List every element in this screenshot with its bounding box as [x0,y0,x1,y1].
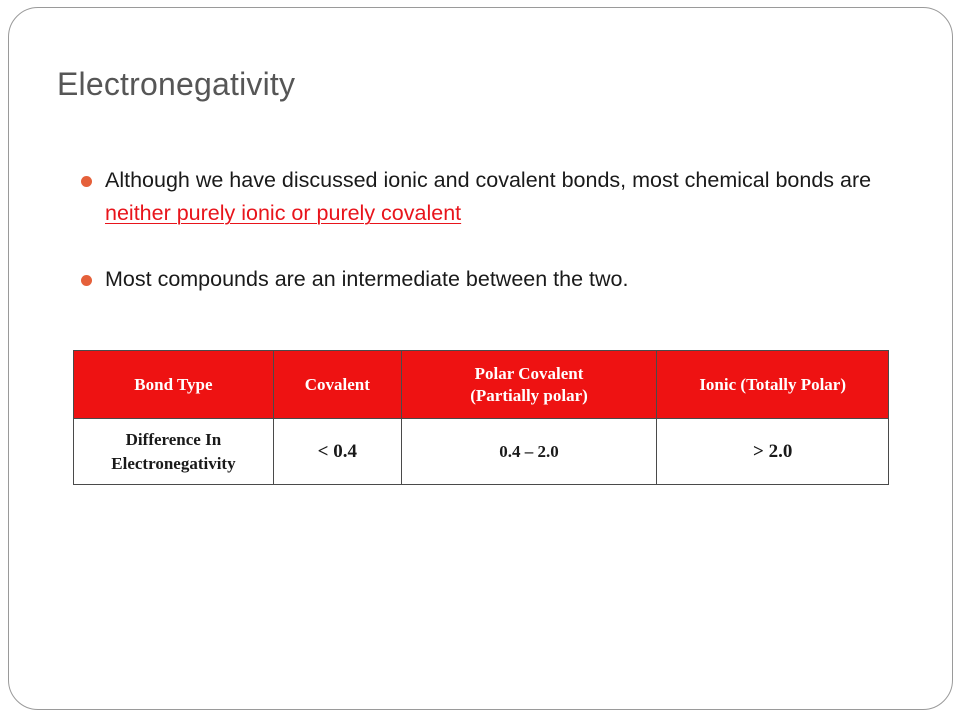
bullet-item-1 [81,164,881,230]
cell-ionic-value: > 2.0 [657,419,889,485]
bullet-item-2 [81,263,881,296]
bullet-text-1: Although we have discussed ionic and covalent bonds, most chemical bonds are [105,168,872,192]
header-ionic: Ionic (Totally Polar) [657,351,889,419]
cell-covalent-value: < 0.4 [273,419,401,485]
bullet-dot-icon [81,176,92,187]
bullet-list [81,164,881,296]
bullet-text-2: Most compounds are an intermediate between the two. [105,267,629,291]
bond-type-table [73,350,889,485]
cell-polar-covalent-value: 0.4 – 2.0 [401,419,657,485]
row-label-line1: Difference In [125,429,222,449]
bullet-dot-icon [81,275,92,286]
highlight-text: neither purely ionic or purely covalent [105,201,462,225]
row-label [74,419,274,485]
table-row [74,419,889,485]
header-covalent: Covalent [273,351,401,419]
slide-frame [8,7,953,710]
table-header-row [74,351,889,419]
slide-title: Electronegativity [57,66,296,102]
row-label-line2: Electronegativity [111,453,236,473]
header-polar-covalent [401,351,657,419]
header-polar-covalent-line2: (Partially polar) [470,385,588,405]
header-bond-type: Bond Type [74,351,274,419]
header-polar-covalent-line1: Polar Covalent [474,363,584,383]
